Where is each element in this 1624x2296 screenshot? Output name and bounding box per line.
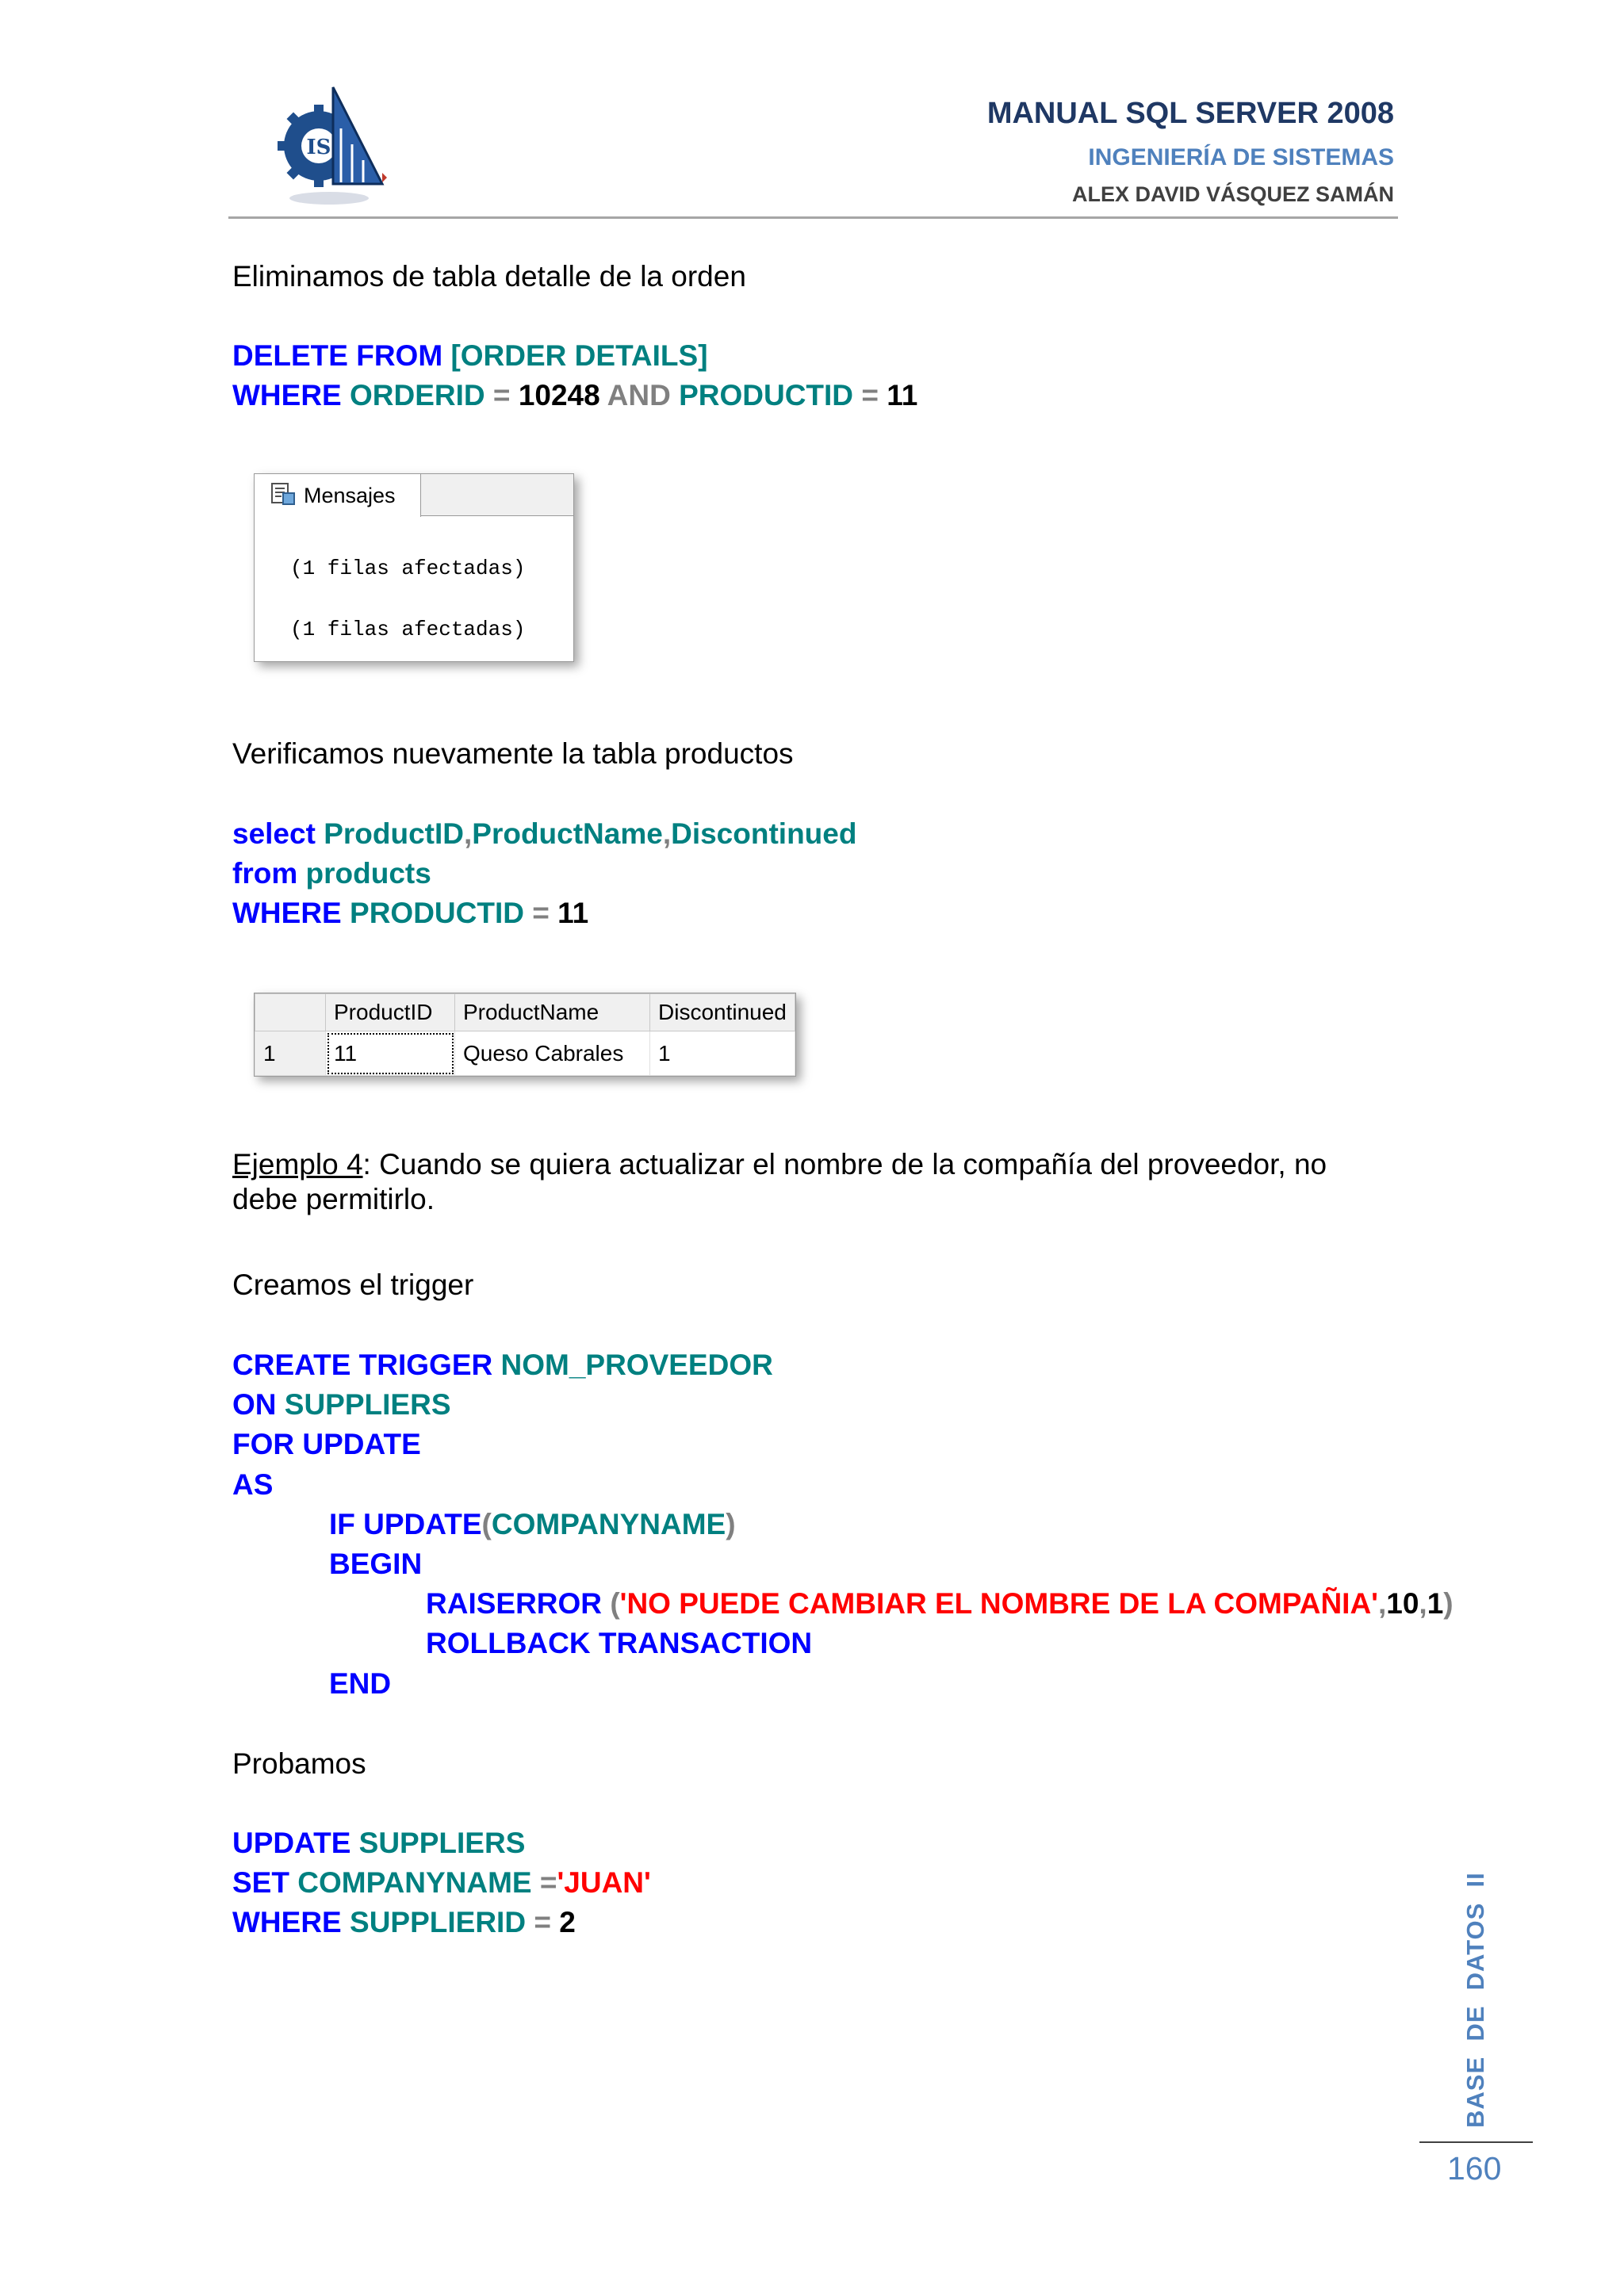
update-code-line-2 [232,1866,651,1900]
sql-keyword: IF UPDATE [329,1508,482,1540]
column-header[interactable]: ProductID [326,994,455,1031]
sql-object: products [305,857,431,890]
sql-keyword: DELETE FROM [232,339,443,372]
verify-intro-text: Verificamos nuevamente la tabla productos [232,737,794,770]
sql-operator: = [492,379,511,411]
institution-logo [270,81,389,208]
results-header-row [255,994,795,1031]
trigger-code-line-1 [232,1348,773,1383]
trigger-code-line-2 [232,1387,451,1422]
row-number-header [255,994,326,1031]
messages-icon [270,482,296,510]
sql-keyword: CREATE TRIGGER [232,1349,493,1381]
trigger-code-line-9 [329,1667,391,1701]
side-section-label: BASE DE DATOS II [1461,1872,1489,2128]
trigger-code-line-3 [232,1427,421,1462]
sql-keyword: SET [232,1866,289,1899]
sql-column: SUPPLIERID [350,1906,527,1938]
example4-label: Ejemplo 4 [232,1148,363,1181]
column-header[interactable]: ProductName [455,994,650,1031]
header-divider [228,216,1398,219]
sql-keyword: WHERE [232,379,342,411]
grid-cell[interactable]: 11 [326,1031,455,1076]
sql-keyword: AS [232,1468,274,1501]
sql-operator: = [539,1866,557,1899]
sql-keyword: from [232,857,298,890]
sql-keyword: WHERE [232,1906,342,1938]
sql-object: NOM_PROVEEDOR [500,1349,773,1381]
sql-paren: ) [1443,1587,1454,1620]
sql-column: Discontinued [671,817,857,850]
message-line: (1 filas afectadas) [290,557,526,580]
column-header[interactable]: Discontinued [650,994,795,1031]
sql-keyword: BEGIN [329,1548,423,1580]
messages-tab-label: Mensajes [304,483,396,507]
sql-column: ORDERID [350,379,485,411]
svg-text:IS: IS [306,136,331,159]
sql-number: 10 [1386,1587,1419,1620]
sql-object: [ORDER DETAILS] [450,339,708,372]
grid-cell[interactable]: Queso Cabrales [455,1031,650,1076]
sql-keyword: ROLLBACK TRANSACTION [426,1627,813,1659]
sql-number: 11 [887,379,918,411]
sql-string: 'JUAN' [557,1866,651,1899]
sql-paren: ) [726,1508,736,1540]
sql-column: ProductName [472,817,663,850]
results-grid [254,993,796,1077]
sql-keyword: WHERE [232,897,342,929]
example4-paragraph [232,1147,1392,1218]
table-row[interactable] [255,1031,795,1076]
sql-operator: AND [607,379,671,411]
trigger-code-line-7 [426,1586,1454,1621]
sql-operator: = [532,897,550,929]
sql-paren: ( [481,1508,492,1540]
message-line: (1 filas afectadas) [290,618,526,641]
example4-line-1 [232,1147,1392,1182]
sql-keyword: UPDATE [232,1827,351,1859]
header-title: MANUAL SQL SERVER 2008 [986,97,1394,130]
select-code-line-2 [232,856,431,891]
create-trigger-intro: Creamos el trigger [232,1269,474,1301]
sql-paren: ( [610,1587,620,1620]
sql-keyword: select [232,817,316,850]
select-code-line-1 [232,817,856,851]
trigger-code-line-4 [232,1468,273,1502]
sql-number: 1 [1427,1587,1444,1620]
messages-tab[interactable] [255,474,421,517]
results-table [255,993,795,1076]
sql-column: PRODUCTID [679,379,854,411]
trigger-code-line-6 [329,1547,422,1582]
sql-object: SUPPLIERS [358,1827,526,1859]
sql-number: 10248 [518,379,600,411]
sql-operator: = [534,1906,551,1938]
sql-object: SUPPLIERS [284,1388,451,1421]
footer-divider [1419,2141,1533,2143]
sql-number: 2 [559,1906,576,1938]
sql-column: ProductID [324,817,464,850]
select-code-line-3 [232,896,588,931]
trigger-code-line-5 [329,1507,736,1542]
sql-comma: , [1377,1587,1387,1620]
sql-column: COMPANYNAME [491,1508,726,1540]
sql-keyword: ON [232,1388,277,1421]
row-number: 1 [255,1031,326,1076]
messages-panel [254,473,574,662]
update-code-line-3 [232,1905,576,1940]
sql-column: COMPANYNAME [297,1866,532,1899]
grid-cell[interactable]: 1 [650,1031,795,1076]
delete-code-line-1 [232,339,708,373]
sql-comma: , [1419,1587,1427,1620]
example4-line-2: debe permitirlo. [232,1183,435,1216]
sql-column: PRODUCTID [350,897,524,929]
page-number: 160 [1447,2150,1502,2187]
trigger-code-line-8 [426,1626,812,1661]
sql-operator: = [861,379,879,411]
sql-number: 11 [557,897,589,929]
delete-intro-text: Eliminamos de tabla detalle de la orden [232,260,746,293]
sql-comma: , [463,817,473,850]
update-code-line-1 [232,1826,525,1861]
test-intro-text: Probamos [232,1747,366,1780]
example4-line-1-text [232,1147,1327,1182]
delete-code-line-2 [232,378,917,413]
sql-string: 'NO PUEDE CAMBIAR EL NOMBRE DE LA COMPAÑIA' [619,1587,1378,1620]
example4-text: : Cuando se quiera actualizar el nombre de la compañía del proveedor, no [362,1148,1327,1181]
sql-keyword: RAISERROR [426,1587,603,1620]
sql-keyword: END [329,1667,392,1700]
sql-comma: , [662,817,672,850]
sql-keyword: FOR UPDATE [232,1428,421,1460]
header-author: ALEX DAVID VÁSQUEZ SAMÁN [1071,182,1394,206]
header-subtitle: INGENIERÍA DE SISTEMAS [1088,144,1394,170]
